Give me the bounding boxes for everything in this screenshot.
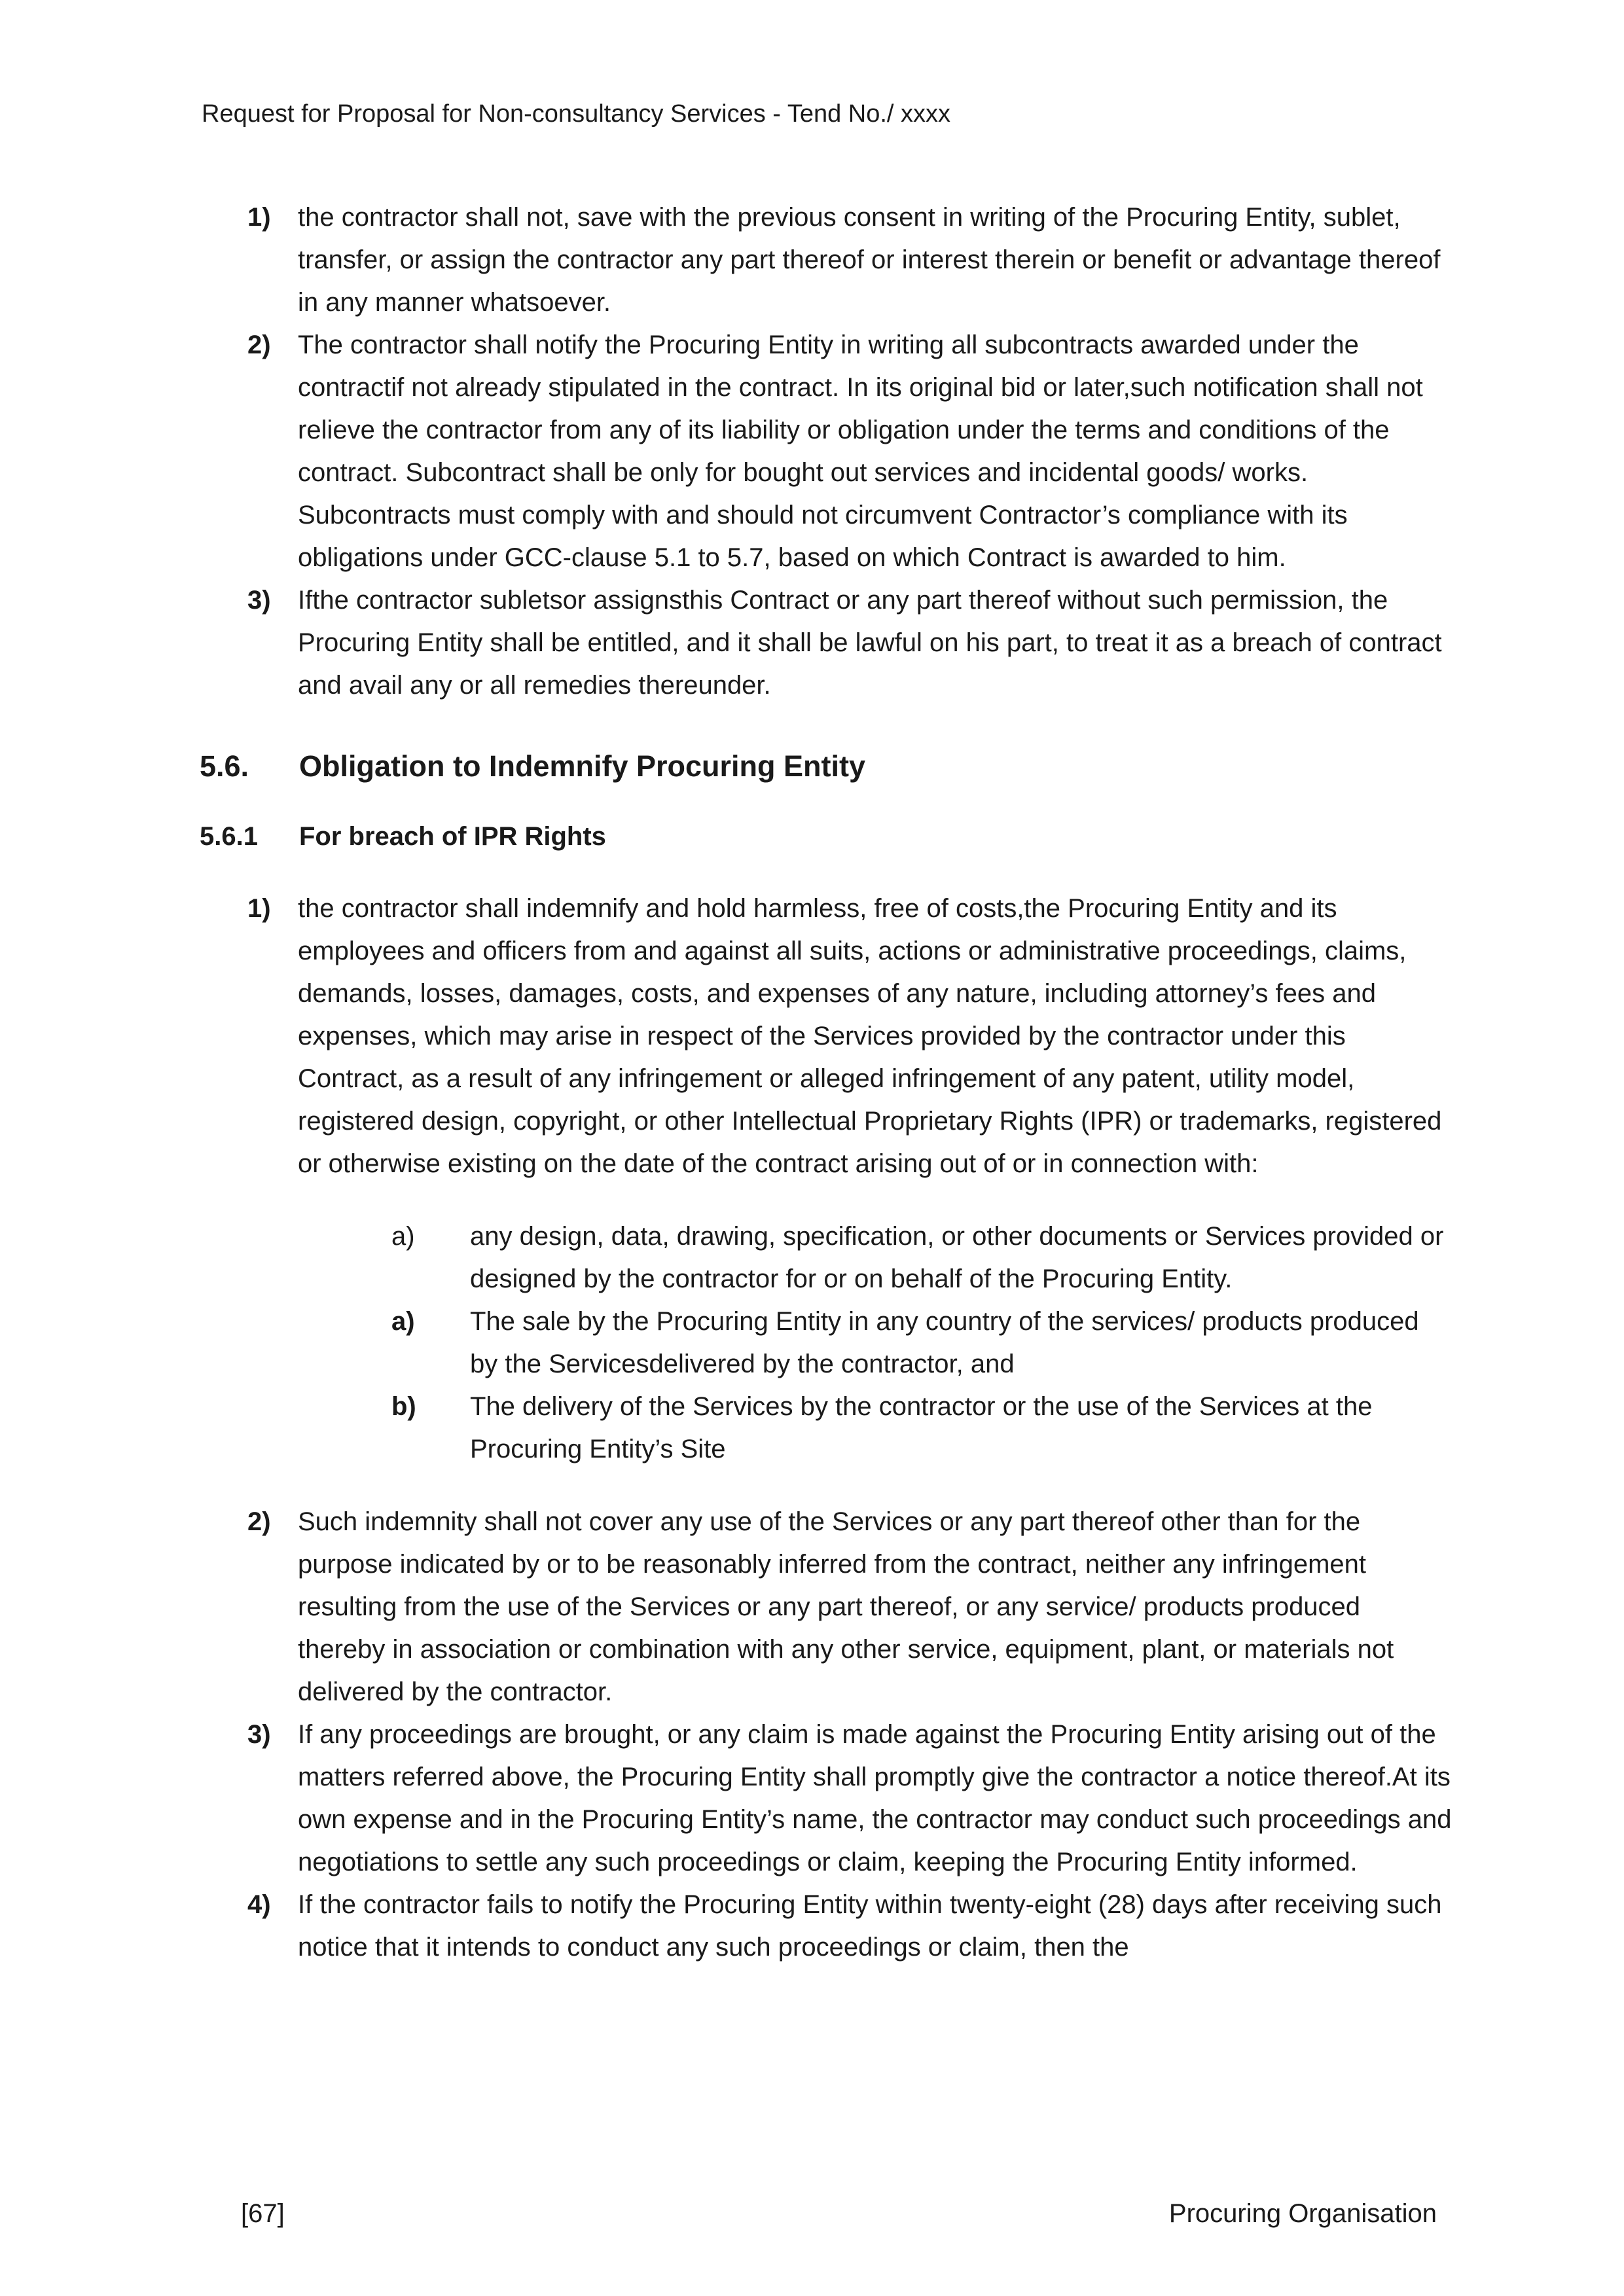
footer-organisation: Procuring Organisation xyxy=(1168,2199,1437,2228)
list-item-text: Ifthe contractor subletsor assignsthis Contract or any part thereof without such permission, the Procuring Entity shall be entitled, and it shall be lawful on his part, to treat it as a breach of contract and avail any or all remedies thereunder. xyxy=(298,586,1442,700)
list-item-text: If the contractor fails to notify the Procuring Entity within twenty-eight (28) days after receiving such notice that it intends to conduct any such proceedings or claim, then the xyxy=(298,1890,1442,1962)
subcontract-clause-list xyxy=(247,196,1453,707)
page-footer xyxy=(241,2198,1437,2229)
page-header: Request for Proposal for Non-consultancy Services - Tend No./ xxxx xyxy=(202,100,951,128)
page-number: [67] xyxy=(241,2199,285,2228)
section-title: Obligation to Indemnify Procuring Entity xyxy=(299,749,865,783)
document-content xyxy=(200,196,1453,1969)
list-item-number: 1) xyxy=(247,203,271,232)
sublist-item-text: The delivery of the Services by the contractor or the use of the Services at the Procuring Entity’s Site xyxy=(470,1392,1373,1463)
list-item xyxy=(247,888,1453,1185)
list-item-number: 3) xyxy=(247,1720,271,1749)
list-item-number: 2) xyxy=(247,331,271,359)
section-number: 5.6. xyxy=(200,749,249,783)
list-item-number: 4) xyxy=(247,1890,271,1919)
indemnity-clause-list xyxy=(247,888,1453,1969)
sublist-item-letter: a) xyxy=(391,1307,415,1336)
list-item xyxy=(247,579,1453,707)
list-item xyxy=(247,1884,1453,1969)
list-item-text: If any proceedings are brought, or any claim is made against the Procuring Entity arising out of the matters referred above, the Procuring Entity shall promptly give the contractor a notice thereof.At its own expense and in the Procuring Entity’s name, the contractor may conduct such proceedings and negotiations to settle any such proceedings or claim, keeping the Procuring Entity informed. xyxy=(298,1720,1452,1876)
list-item-number: 3) xyxy=(247,586,271,615)
list-item-text: the contractor shall indemnify and hold harmless, free of costs,the Procuring Entity and its employees and officers from and against all suits, actions or administrative proceedings, claims, demands, losses, damages, costs, and expenses of any nature, including attorney’s fees and expenses, which may arise in respect of the Services provided by the contractor under this Contract, as a result of any infringement or alleged infringement of any patent, utility model, registered design, copyright, or other Intellectual Proprietary Rights (IPR) or trademarks, registered or otherwise existing on the date of the contract arising out of or in connection with: xyxy=(298,894,1442,1178)
sublist-item-text: any design, data, drawing, specification, or other documents or Services provided or designed by the contractor for or on behalf of the Procuring Entity. xyxy=(470,1222,1444,1293)
list-item-text: The contractor shall notify the Procuring Entity in writing all subcontracts awarded under the contractif not already stipulated in the contract. In its original bid or later,such notification shall not relieve the contractor from any of its liability or obligation under the terms and conditions of the contract. Subcontract shall be only for bought out services and incidental goods/ works. Subcontracts must comply with and should not circumvent Contractor’s compliance with its obligations under GCC-clause 5.1 to 5.7, based on which Contract is awarded to him. xyxy=(298,331,1423,572)
section-heading xyxy=(200,747,1453,785)
subsection-heading xyxy=(200,819,1453,853)
list-item xyxy=(247,1501,1453,1713)
subsection-title: For breach of IPR Rights xyxy=(299,822,606,851)
sublist-item-letter: b) xyxy=(391,1392,416,1421)
list-item xyxy=(247,1713,1453,1884)
list-item xyxy=(247,196,1453,324)
list-item-text: Such indemnity shall not cover any use of the Services or any part thereof other than for the purpose indicated by or to be reasonably inferred from the contract, neither any infringement resulting from the use of the Services or any part thereof, or any service/ products produced thereby in association or combination with any other service, equipment, plant, or materials not delivered by the contractor. xyxy=(298,1507,1394,1706)
list-item xyxy=(247,324,1453,579)
list-item-text: the contractor shall not, save with the previous consent in writing of the Procuring Entity, sublet, transfer, or assign the contractor any part thereof or interest therein or benefit or advantage thereof in any manner whatsoever. xyxy=(298,203,1441,317)
subsection-number: 5.6.1 xyxy=(200,822,258,851)
sublist-item xyxy=(391,1386,1453,1471)
sublist-item-text: The sale by the Procuring Entity in any country of the services/ products produced by the Servicesdelivered by the contractor, and xyxy=(470,1307,1419,1378)
list-item-number: 1) xyxy=(247,894,271,923)
sublist-item xyxy=(391,1215,1453,1300)
sublist-item-letter: a) xyxy=(391,1222,415,1251)
indemnity-sublist xyxy=(391,1215,1453,1471)
list-item-number: 2) xyxy=(247,1507,271,1536)
sublist-item xyxy=(391,1300,1453,1386)
